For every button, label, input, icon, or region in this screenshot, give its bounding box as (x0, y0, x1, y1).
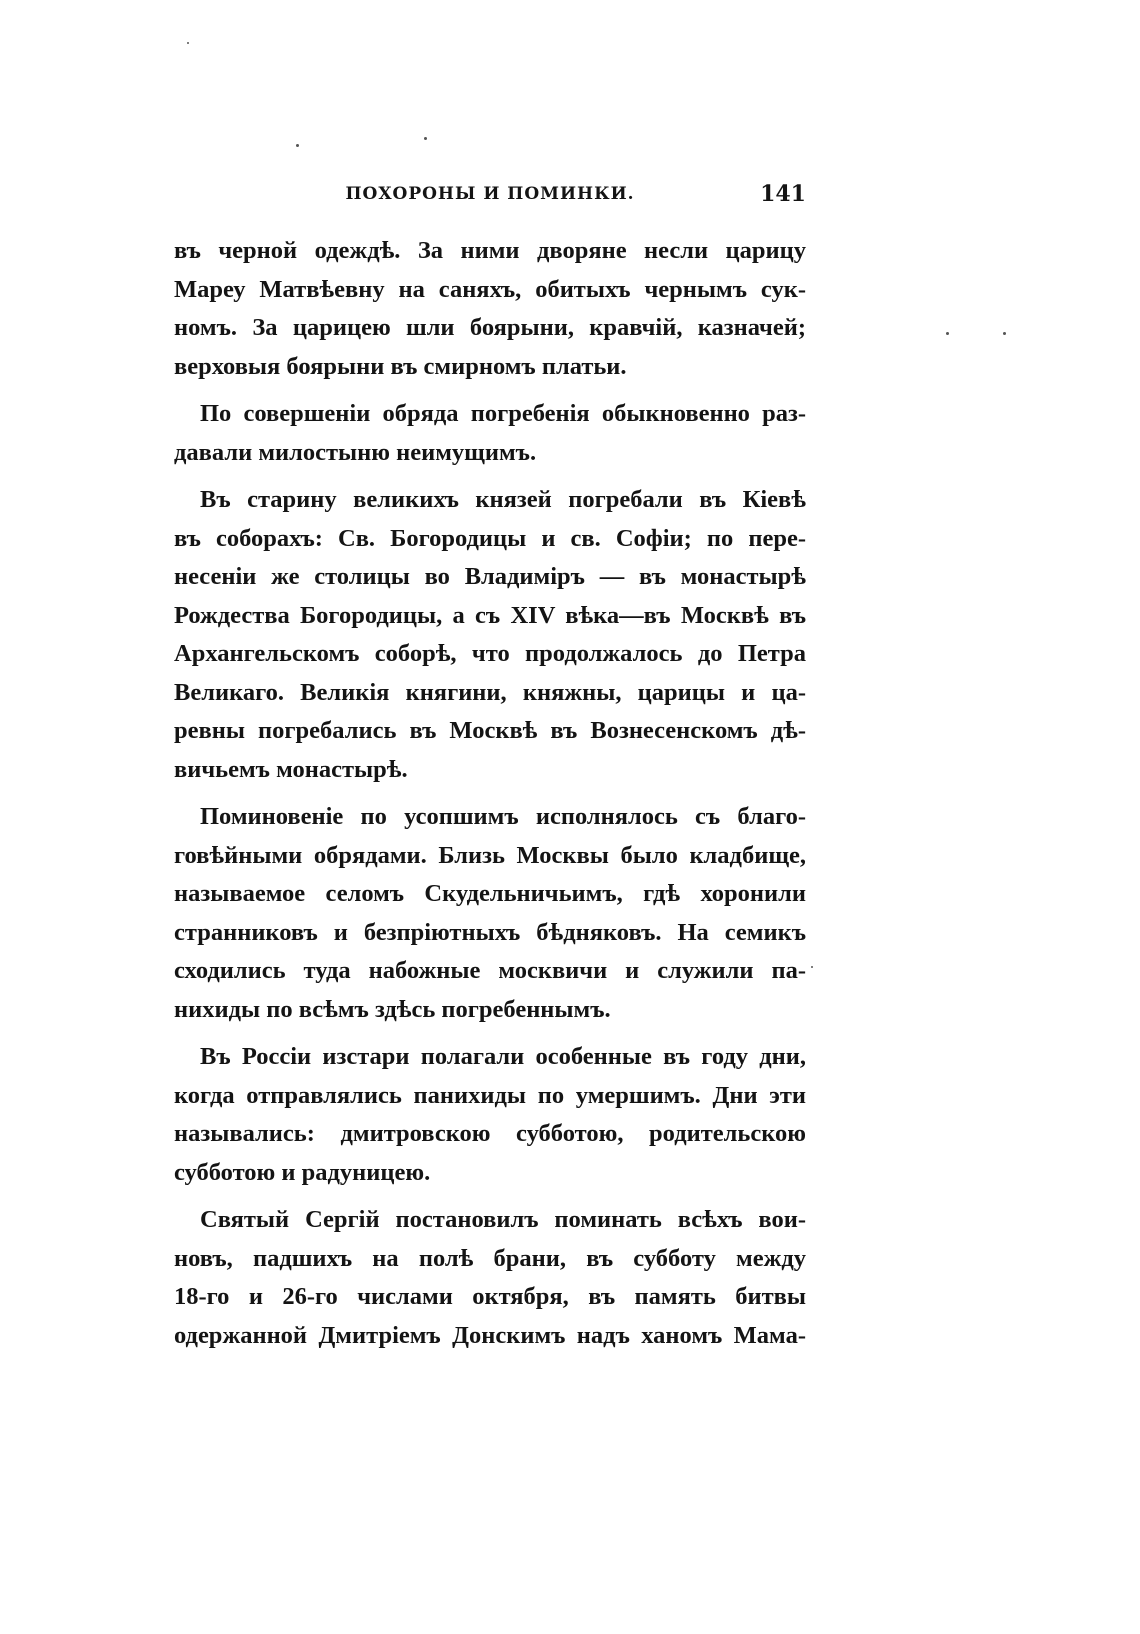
text-line: говѣйными обрядами. Близь Москвы было кладбище, (174, 841, 806, 869)
text-line: верховыя боярыни въ смирномъ платьи. (174, 352, 627, 380)
scan-speck (1003, 332, 1006, 335)
text-line: нихиды по всѣмъ здѣсь погребеннымъ. (174, 995, 611, 1023)
text-line: сходились туда набожные москвичи и служили па- (174, 957, 806, 984)
running-head (174, 180, 806, 208)
text-line: Въ старину великихъ князей погребали въ Кіевѣ (200, 486, 806, 513)
body-text (174, 232, 806, 1364)
text-line: въ черной одеждѣ. За ними дворяне несли царицу (174, 237, 806, 264)
paragraph-5 (174, 1038, 806, 1192)
running-title: ПОХОРОНЫ И ПОМИНКИ. (345, 184, 635, 204)
text-line: Святый Сергій постановилъ поминать всѣхъ вои- (200, 1206, 806, 1233)
scan-speck (811, 966, 813, 968)
text-line: несеніи же столицы во Владиміръ — въ монастырѣ (174, 563, 806, 590)
text-line: номъ. За царицею шли боярыни, кравчій, казначей; (174, 314, 806, 341)
text-line: вичьемъ монастырѣ. (174, 755, 408, 783)
page-number: 141 (760, 181, 806, 207)
paragraph-4 (174, 798, 806, 1029)
paragraph-2 (174, 395, 806, 472)
text-line: давали милостыню неимущимъ. (174, 438, 537, 466)
text-line: странниковъ и безпріютныхъ бѣдняковъ. На семикъ (174, 918, 806, 946)
text-line: одержанной Дмитріемъ Донскимъ надъ ханомъ Мама- (174, 1321, 806, 1349)
text-line: когда отправлялись панихиды по умершимъ. Дни эти (174, 1081, 806, 1109)
text-line: новъ, падшихъ на полѣ брани, въ субботу между (174, 1244, 806, 1272)
text-line: называемое селомъ Скудельничьимъ, гдѣ хоронили (174, 880, 806, 907)
paragraph-6 (174, 1201, 806, 1355)
text-line: ревны погребались въ Москвѣ въ Вознесенскомъ дѣ- (174, 717, 806, 744)
scan-speck (187, 42, 189, 44)
paragraph-1 (174, 232, 806, 386)
text-line: субботою и радуницею. (174, 1158, 431, 1186)
text-line: Рождества Богородицы, а съ XIV вѣка—въ Москвѣ въ (174, 601, 806, 629)
text-line: Въ Россіи изстари полагали особенные въ году дни, (200, 1043, 806, 1070)
scan-speck (296, 144, 299, 147)
paragraph-3 (174, 481, 806, 789)
scan-speck (424, 137, 427, 140)
scan-speck (946, 332, 949, 335)
text-line: въ соборахъ: Св. Богородицы и св. Софіи; по пере- (174, 524, 806, 552)
text-line: Поминовеніе по усопшимъ исполнялось съ благо- (200, 803, 806, 830)
text-line: 18-го и 26-го числами октября, въ память битвы (174, 1283, 806, 1310)
text-line: назывались: дмитровскою субботою, родительскою (174, 1120, 806, 1147)
text-line: По совершеніи обряда погребенія обыкновенно раз- (200, 400, 806, 427)
text-line: Великаго. Великія княгини, княжны, царицы и ца- (174, 678, 806, 706)
text-line: Мареу Матвѣевну на саняхъ, обитыхъ чернымъ сук- (174, 275, 806, 303)
text-line: Архангельскомъ соборѣ, что продолжалось до Петра (174, 640, 806, 667)
